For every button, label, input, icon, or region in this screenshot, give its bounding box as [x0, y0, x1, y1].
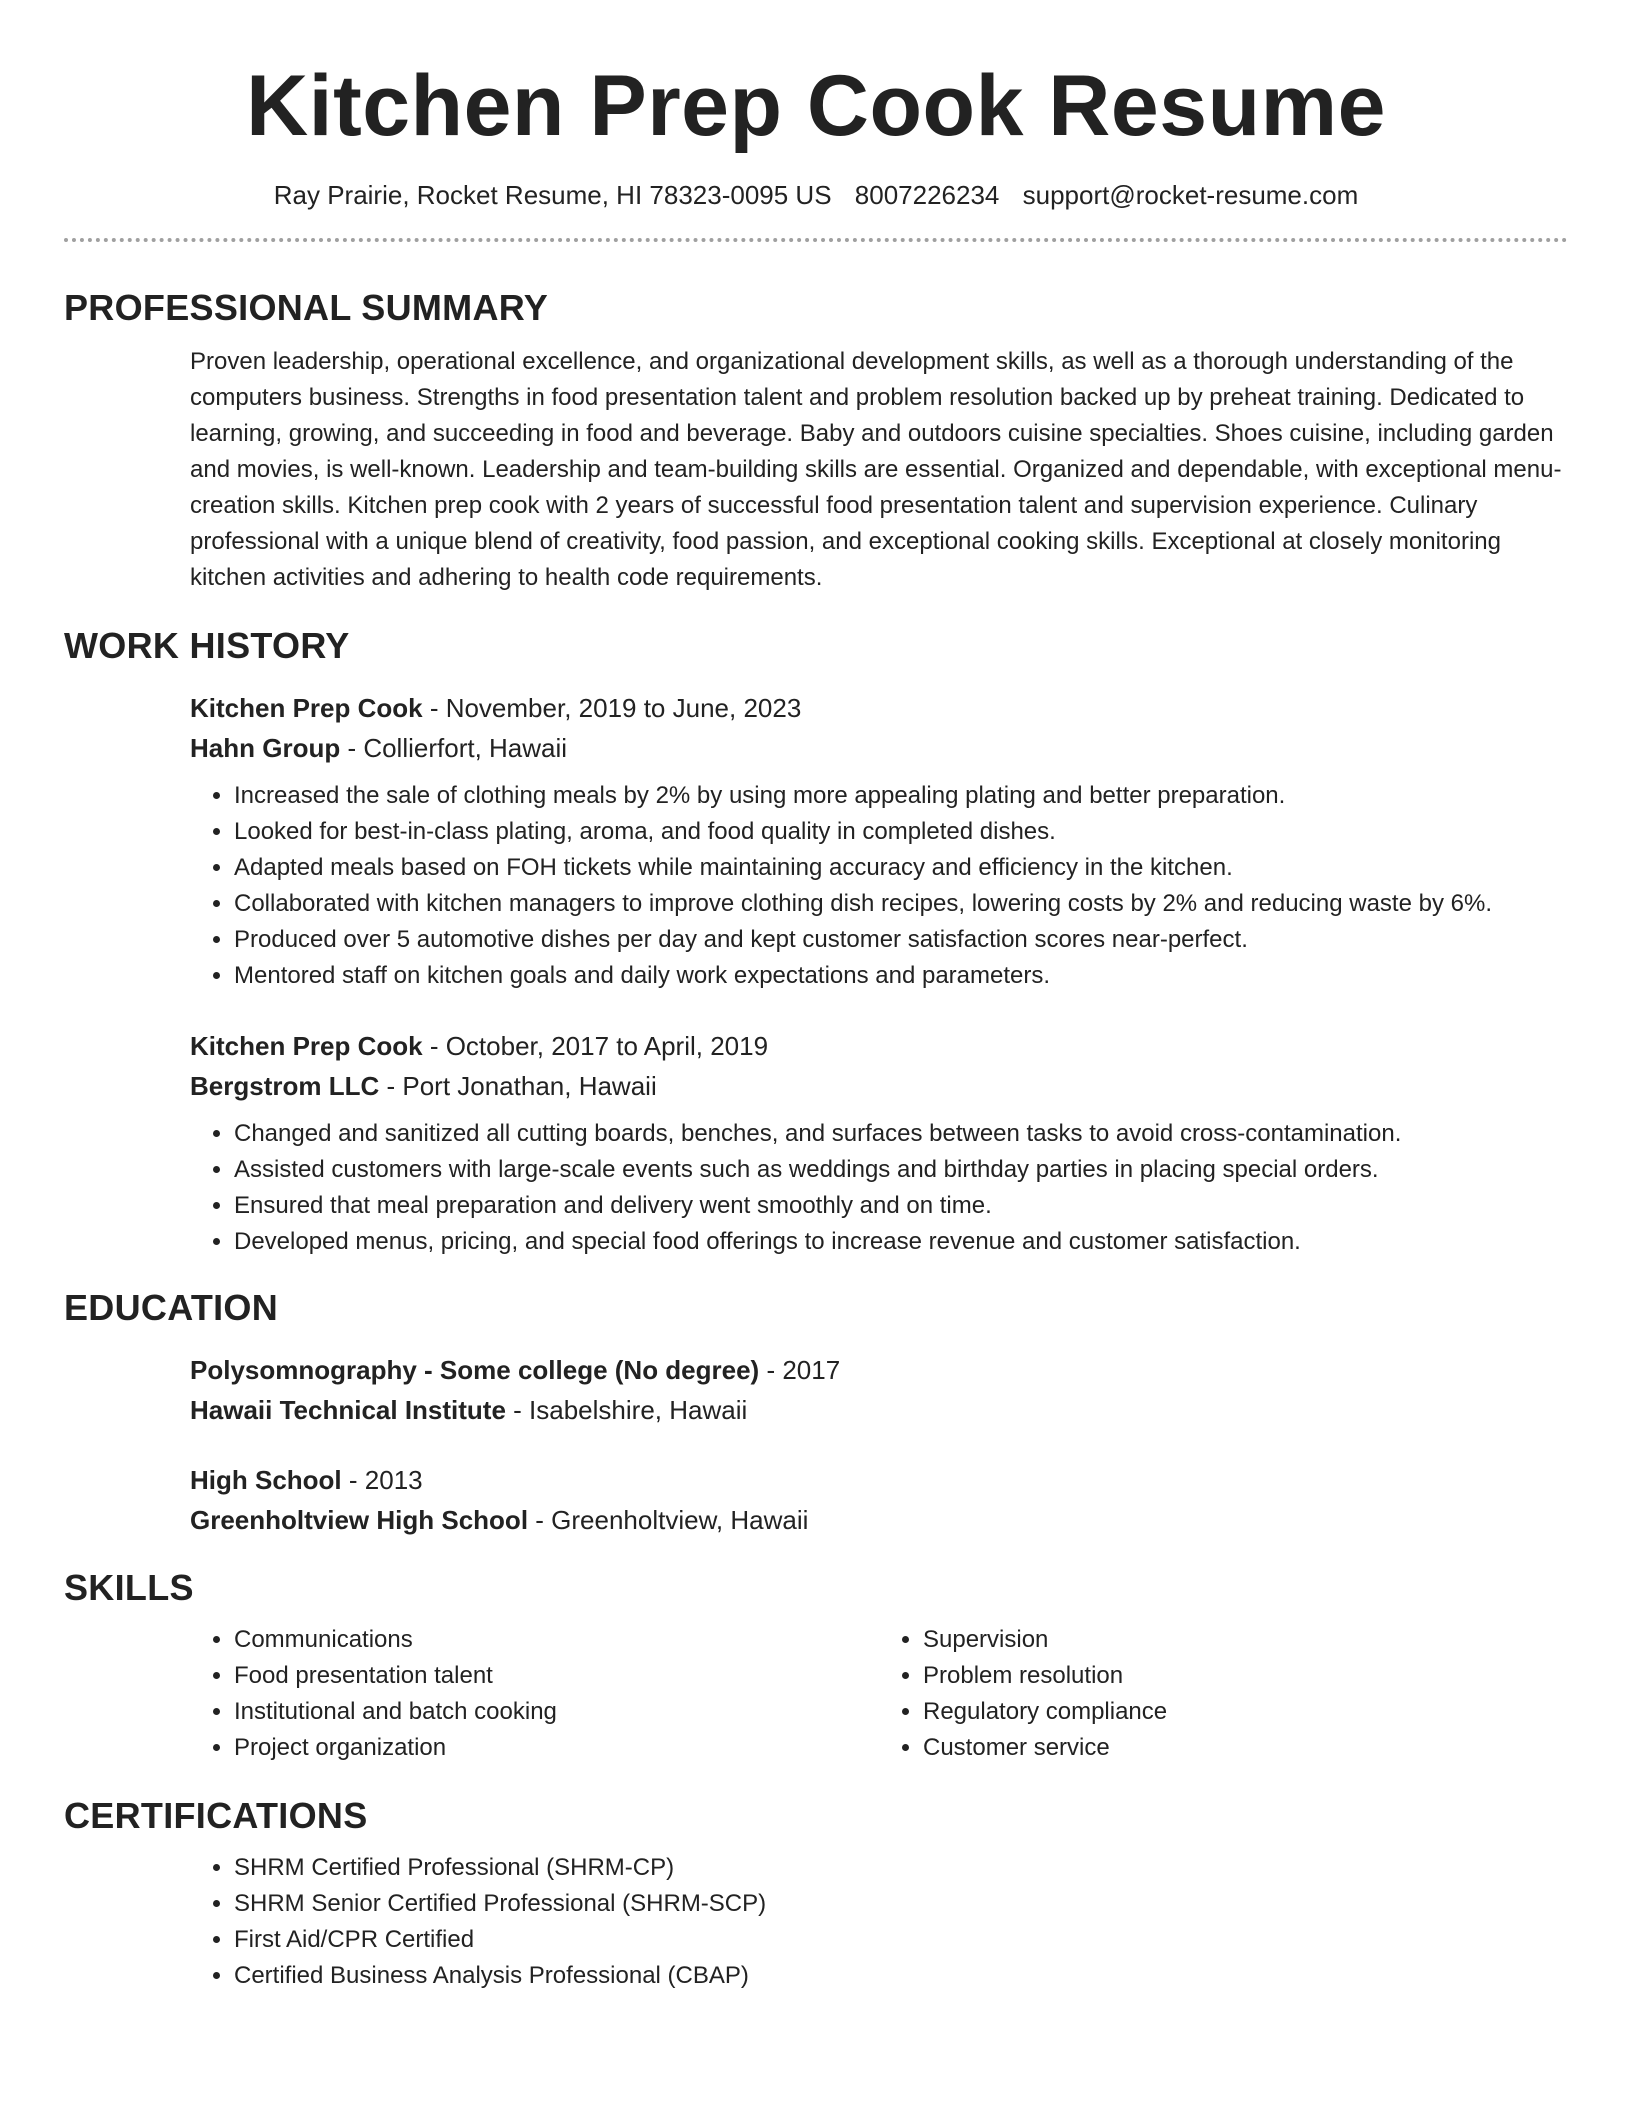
- list-item: • Certified Business Analysis Professional (CBAP): [234, 1958, 1568, 1994]
- section-work-history: [64, 624, 1568, 1260]
- contact-address: Ray Prairie, Rocket Resume, HI 78323-0095 US: [273, 180, 832, 210]
- list-item: • Communications: [234, 1622, 879, 1658]
- list-item: • Collaborated with kitchen managers to improve clothing dish recipes, lowering costs by 2% and reducing waste by 6%.: [234, 886, 1568, 922]
- section-heading-work: WORK HISTORY: [64, 625, 350, 666]
- education-year: - 2013: [341, 1465, 423, 1495]
- job-title: Kitchen Prep Cook: [190, 693, 423, 723]
- section-heading-summary: PROFESSIONAL SUMMARY: [64, 287, 549, 328]
- job-title: Kitchen Prep Cook: [190, 1031, 423, 1061]
- education-degree-line: [190, 1460, 1568, 1500]
- list-item: • Regulatory compliance: [923, 1694, 1568, 1730]
- list-item: • Institutional and batch cooking: [234, 1694, 879, 1730]
- education-entry: [190, 1350, 1568, 1430]
- list-item: • Mentored staff on kitchen goals and daily work expectations and parameters.: [234, 958, 1568, 994]
- education-school: Hawaii Technical Institute: [190, 1395, 506, 1425]
- list-item: • Looked for best-in-class plating, aroma, and food quality in completed dishes.: [234, 814, 1568, 850]
- education-location: - Greenholtview, Hawaii: [528, 1505, 809, 1535]
- job-company: Hahn Group: [190, 733, 341, 763]
- skills-list-right: [879, 1622, 1568, 1766]
- section-heading-skills: SKILLS: [64, 1567, 194, 1608]
- education-entry: [190, 1460, 1568, 1540]
- job-company-line: [190, 1066, 1568, 1106]
- certifications-list: [190, 1850, 1568, 1994]
- education-location: - Isabelshire, Hawaii: [505, 1395, 748, 1425]
- job-entry: [190, 1026, 1568, 1260]
- education-degree: Polysomnography - Some college (No degree): [190, 1355, 760, 1385]
- list-item: • Developed menus, pricing, and special food offerings to increase revenue and customer satisfaction.: [234, 1224, 1568, 1260]
- contact-line: [64, 178, 1568, 212]
- section-heading-education: EDUCATION: [64, 1287, 279, 1328]
- job-title-line: [190, 1026, 1568, 1066]
- job-dates: - October, 2017 to April, 2019: [422, 1031, 769, 1061]
- education-degree: High School: [190, 1465, 342, 1495]
- header-divider: [64, 238, 1568, 242]
- summary-text: Proven leadership, operational excellence, and organizational development skills, as well as a thorough understanding of the computers business. Strengths in food presentation talent and problem resolution backed up by preheat training. Dedicated to learning, growing, and succeeding in food and beverage. Baby and outdoors cuisine specialties. Shoes cuisine, including garden and movies, is well-known. Leadership and team-building skills are essential. Organized and dependable, with exceptional menu-creation skills. Kitchen prep cook with 2 years of successful food presentation talent and supervision experience. Culinary professional with a unique blend of creativity, food passion, and exceptional cooking skills. Exceptional at closely monitoring kitchen activities and adhering to health code requirements.: [190, 348, 1562, 591]
- list-item: • Adapted meals based on FOH tickets while maintaining accuracy and efficiency in the kitchen.: [234, 850, 1568, 886]
- job-company-line: [190, 728, 1568, 768]
- section-summary: [64, 286, 1568, 596]
- list-item: • Ensured that meal preparation and delivery went smoothly and on time.: [234, 1188, 1568, 1224]
- education-degree-line: [190, 1350, 1568, 1390]
- job-entry: [190, 688, 1568, 994]
- list-item: • SHRM Certified Professional (SHRM-CP): [234, 1850, 1568, 1886]
- list-item: • Supervision: [923, 1622, 1568, 1658]
- contact-email: support@rocket-resume.com: [1022, 180, 1359, 210]
- job-company: Bergstrom LLC: [190, 1071, 380, 1101]
- skills-list-left: [190, 1622, 879, 1766]
- education-school-line: [190, 1500, 1568, 1540]
- list-item: • Produced over 5 automotive dishes per day and kept customer satisfaction scores near-perfect.: [234, 922, 1568, 958]
- list-item: • First Aid/CPR Certified: [234, 1922, 1568, 1958]
- list-item: • Increased the sale of clothing meals by 2% by using more appealing plating and better preparation.: [234, 778, 1568, 814]
- list-item: • Changed and sanitized all cutting boards, benches, and surfaces between tasks to avoid cross-contamination.: [234, 1116, 1568, 1152]
- list-item: • Problem resolution: [923, 1658, 1568, 1694]
- education-school-line: [190, 1390, 1568, 1430]
- list-item: • Project organization: [234, 1730, 879, 1766]
- job-location: - Port Jonathan, Hawaii: [379, 1071, 657, 1101]
- section-heading-certifications: CERTIFICATIONS: [64, 1795, 368, 1836]
- list-item: • Assisted customers with large-scale events such as weddings and birthday parties in placing special orders.: [234, 1152, 1568, 1188]
- job-location: - Collierfort, Hawaii: [340, 733, 568, 763]
- list-item: • SHRM Senior Certified Professional (SHRM-SCP): [234, 1886, 1568, 1922]
- job-bullet-list: [190, 1116, 1568, 1260]
- section-education: [64, 1286, 1568, 1540]
- job-bullet-list: [190, 778, 1568, 994]
- job-dates: - November, 2019 to June, 2023: [422, 693, 802, 723]
- education-school: Greenholtview High School: [190, 1505, 529, 1535]
- education-year: - 2017: [759, 1355, 841, 1385]
- list-item: • Customer service: [923, 1730, 1568, 1766]
- list-item: • Food presentation talent: [234, 1658, 879, 1694]
- contact-phone: 8007226234: [854, 180, 1000, 210]
- section-skills: [64, 1566, 1568, 1766]
- resume-title: Kitchen Prep Cook Resume: [246, 58, 1386, 154]
- job-title-line: [190, 688, 1568, 728]
- skills-grid: [190, 1622, 1568, 1766]
- section-certifications: [64, 1794, 1568, 1994]
